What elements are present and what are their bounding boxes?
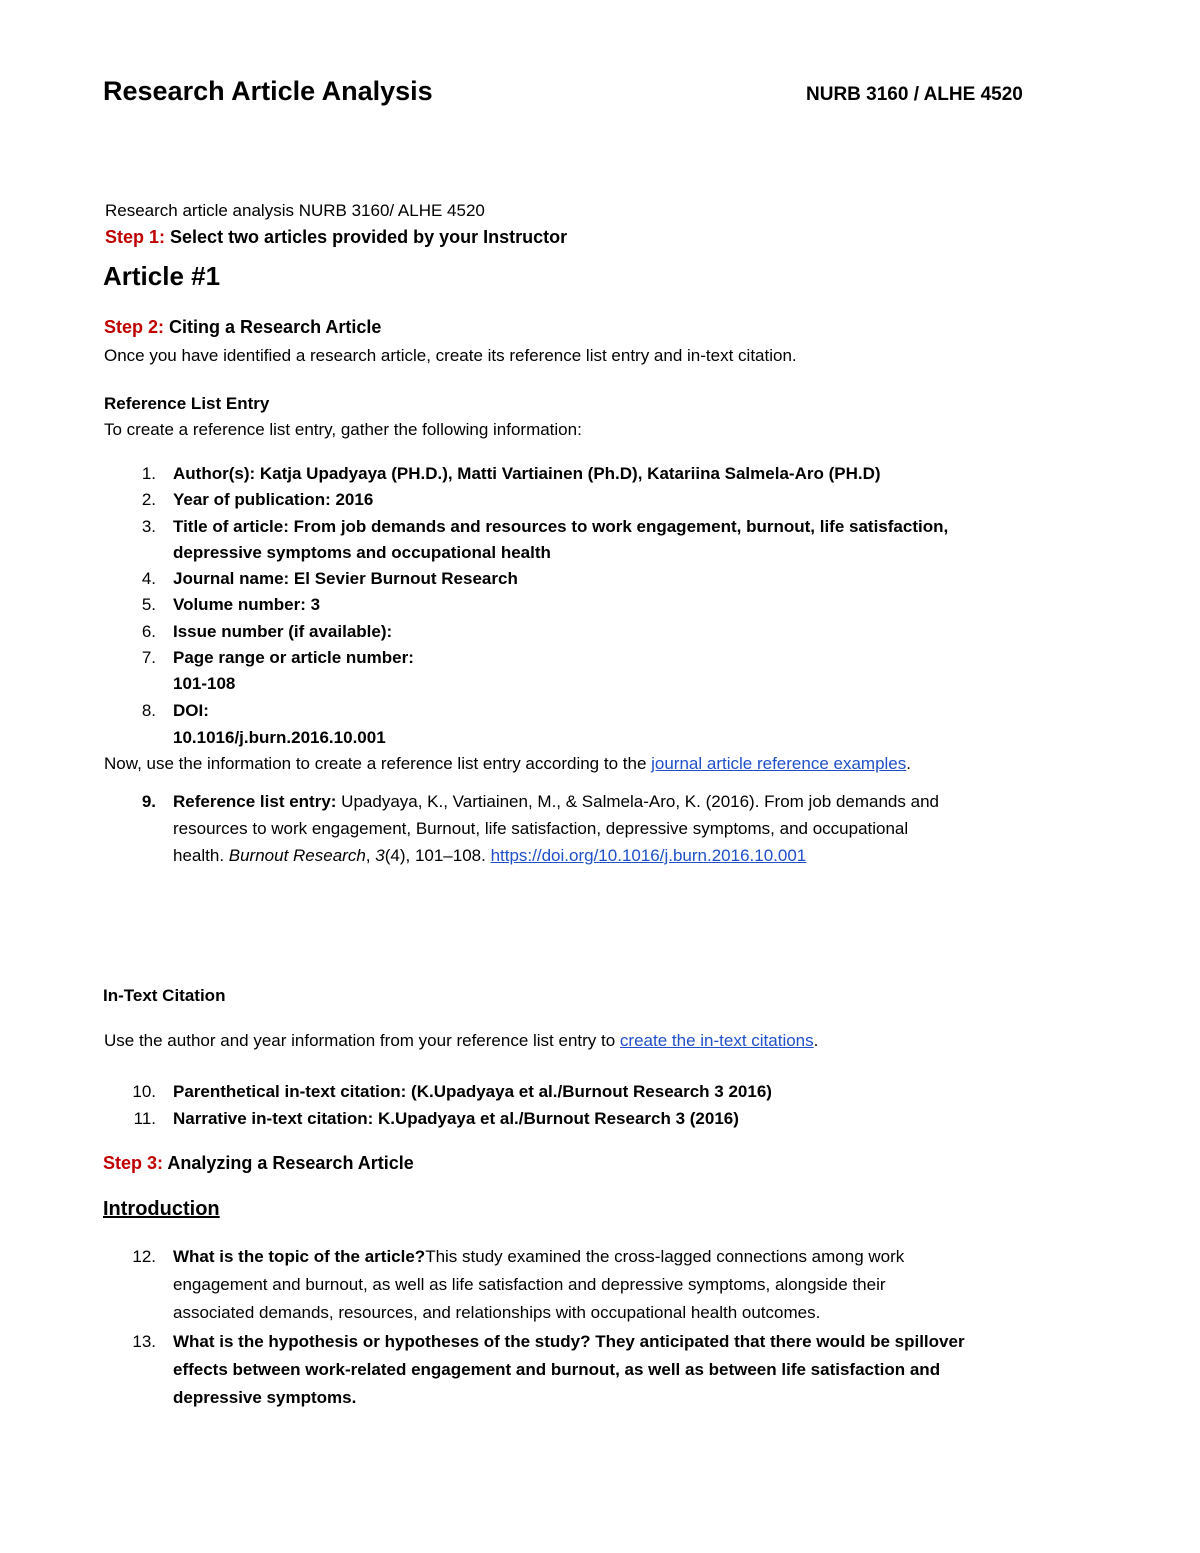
list-item-title: Title of article: From job demands and resources to work engagement, burnout, life satisfaction, xyxy=(173,517,949,536)
reference-entry-health: health. xyxy=(173,846,229,865)
journal-article-reference-examples-link[interactable]: journal article reference examples xyxy=(651,754,907,773)
topic-line-3: associated demands, resources, and relationships with occupational health outcomes. xyxy=(173,1303,821,1322)
list-item-volume: Volume number: 3 xyxy=(173,595,321,614)
list-item-pages: Page range or article number: xyxy=(173,648,414,667)
hypothesis-line-3: depressive symptoms. xyxy=(173,1388,357,1407)
step-3 xyxy=(103,1153,414,1174)
subtitle: Research article analysis NURB 3160/ ALHE 4520 xyxy=(105,201,485,220)
reference-entry-line-2: resources to work engagement, Burnout, life satisfaction, depressive symptoms, and occupational xyxy=(173,819,909,838)
now-use-period: . xyxy=(906,754,911,773)
hypothesis-line-1: What is the hypothesis or hypotheses of the study? They anticipated that there would be spillover xyxy=(173,1332,965,1351)
create-in-text-citations-link[interactable]: create the in-text citations xyxy=(619,1031,814,1050)
list-item-authors: Author(s): Katja Upadyaya (PH.D.), Matti Vartiainen (Ph.D), Katariina Salmela-Aro (PH.D) xyxy=(173,464,881,483)
reference-entry-volume: 3 xyxy=(375,846,385,865)
in-text-citation-heading: In-Text Citation xyxy=(103,986,226,1005)
reference-list-heading: Reference List Entry xyxy=(104,394,270,413)
list-number: 11. xyxy=(133,1109,156,1128)
list-item-issue: Issue number (if available): xyxy=(173,622,393,641)
reference-entry-journal: Burnout Research xyxy=(228,846,366,865)
doi-link[interactable]: https://doi.org/10.1016/j.burn.2016.10.001 xyxy=(490,846,807,865)
list-number: 7. xyxy=(141,648,156,667)
step-2 xyxy=(104,317,381,338)
reference-entry-sep: , xyxy=(365,846,376,865)
step-1 xyxy=(105,227,567,248)
reference-list-intro: To create a reference list entry, gather the following information: xyxy=(104,420,582,439)
list-item-doi-value: 10.1016/j.burn.2016.10.001 xyxy=(173,728,386,747)
list-number: 2. xyxy=(141,490,156,509)
list-number: 3. xyxy=(141,517,156,536)
step-3-text: Analyzing a Research Article xyxy=(167,1153,414,1173)
step-1-label: Step 1: xyxy=(105,227,166,247)
step-1-text: Select two articles provided by your Instructor xyxy=(170,227,568,247)
article-heading: Article #1 xyxy=(103,261,221,291)
list-number: 4. xyxy=(141,569,156,588)
in-text-paragraph xyxy=(104,1031,818,1051)
hypothesis-line-2: effects between work-related engagement and burnout, as well as between life satisfaction and xyxy=(173,1360,941,1379)
in-text-period: . xyxy=(813,1031,819,1050)
list-number: 6. xyxy=(141,622,156,641)
topic-answer: This study examined the cross-lagged connections among work xyxy=(425,1247,905,1266)
list-number: 13. xyxy=(132,1332,156,1351)
reference-entry-line-3 xyxy=(173,846,806,866)
list-number: 12. xyxy=(132,1247,156,1266)
list-item-doi: DOI: xyxy=(173,701,209,720)
document-title: Research Article Analysis xyxy=(103,76,433,106)
list-number: 8. xyxy=(141,701,156,720)
narrative-citation: Narrative in-text citation: K.Upadyaya et al./Burnout Research 3 (2016) xyxy=(173,1109,739,1128)
now-use-paragraph xyxy=(104,754,911,774)
parenthetical-citation: Parenthetical in-text citation: (K.Upadyaya et al./Burnout Research 3 2016) xyxy=(173,1082,772,1101)
list-number: 5. xyxy=(141,595,156,614)
step-2-label: Step 2: xyxy=(104,317,165,337)
introduction-heading: Introduction xyxy=(103,1198,220,1220)
reference-entry-label: Reference list entry: xyxy=(173,792,337,811)
step-2-text: Citing a Research Article xyxy=(169,317,382,337)
step-2-intro: Once you have identified a research article, create its reference list entry and in-text citation. xyxy=(104,346,797,365)
topic-line-2: engagement and burnout, as well as life satisfaction and depressive symptoms, alongside their xyxy=(173,1275,886,1294)
now-use-text: Now, use the information to create a reference list entry according to the xyxy=(104,754,652,773)
step-3-label: Step 3: xyxy=(103,1153,164,1173)
topic-line-1 xyxy=(173,1247,904,1267)
in-text-text: Use the author and year information from your reference list entry to xyxy=(104,1031,620,1050)
course-code: NURB 3160 / ALHE 4520 xyxy=(806,84,1023,105)
list-item-pages-value: 101-108 xyxy=(173,674,236,693)
reference-entry-line-1 xyxy=(173,792,939,812)
list-item-journal: Journal name: El Sevier Burnout Research xyxy=(173,569,518,588)
list-item-title-cont: depressive symptoms and occupational health xyxy=(173,543,551,562)
list-number: 1. xyxy=(141,464,156,483)
list-number: 10. xyxy=(132,1082,156,1101)
list-item-year: Year of publication: 2016 xyxy=(173,490,374,509)
reference-entry-pages: (4), 101–108. xyxy=(384,846,491,865)
topic-question: What is the topic of the article? xyxy=(173,1247,426,1266)
list-number: 9. xyxy=(141,792,156,811)
reference-entry-text: Upadyaya, K., Vartiainen, M., & Salmela-Aro, K. (2016). From job demands and xyxy=(336,792,939,811)
